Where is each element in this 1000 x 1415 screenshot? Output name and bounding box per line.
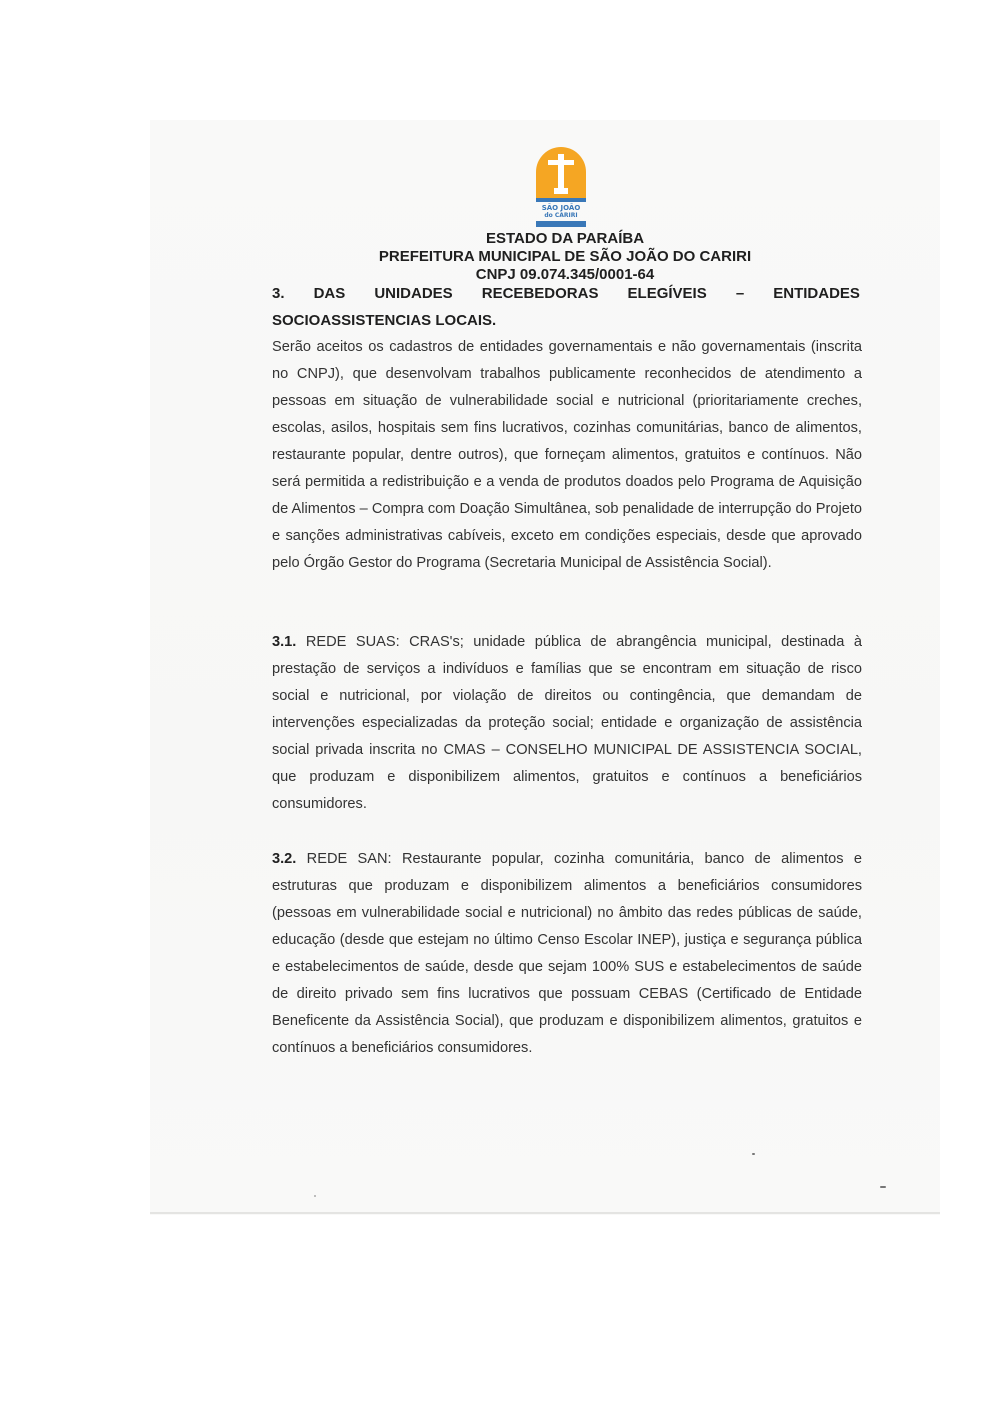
section-3-1-name: REDE SUAS: — [305, 634, 400, 650]
scan-speck — [752, 1153, 755, 1155]
heading-word: ELEGÍVEIS — [627, 285, 707, 302]
logo-line-2: do CARIRI — [544, 212, 578, 219]
heading-word: – — [735, 285, 745, 302]
heading-word: ENTIDADES — [773, 285, 860, 302]
logo-banner — [536, 221, 586, 227]
heading-word: RECEBEDORAS — [481, 285, 599, 302]
municipal-logo — [530, 138, 592, 230]
heading-word: DAS — [313, 285, 346, 302]
section-3-body: Serão aceitos os cadastros de entidades governamentais e não governamentais (inscrita no CNPJ), que desenvolvam trabalhos publicamente reconhecidos de atendimento a pessoas em situação de vulnerabilidade social e nutricional (prioritariamente creches, escolas, asilos, hospitais sem fins lucrativos, cozinhas comunitárias, banco de alimentos, restaurante popular, dentre outros), que forneçam alimentos, gratuitos e contínuos. Não será permitida a redistribuição e a venda de produtos doados pelo Programa de Aquisição de Alimentos – Compra com Doação Simultânea, sob penalidade de interrupção do Projeto e sanções administrativas cabíveis, exceto em condições especiais, desde que aprovado pelo Órgão Gestor do Programa (Secretaria Municipal de Assistência Social). — [272, 339, 862, 571]
scan-edge-line — [150, 1212, 940, 1214]
state-title: ESTADO DA PARAÍBA — [485, 230, 645, 247]
heading-word: 3. — [272, 285, 285, 302]
section-3-heading — [272, 280, 860, 334]
municipality-title: PREFEITURA MUNICIPAL DE SÃO JOÃO DO CARIRI — [378, 248, 752, 265]
section-3-2-body: Restaurante popular, cozinha comunitária, banco de alimentos e estruturas que produzam e disponibilizem alimentos a beneficiários consumidores (pessoas em vulnerabilidade social e nutricional) no âmbito das redes públicas de saúde, educação (desde que estejam no último Censo Escolar INEP), justiça e segurança pública e estabelecimentos de saúde, desde que sejam 100% SUS e estabelecimentos de saúde de direito privado sem fins lucrativos que possuam CEBAS (Certificado de Entidade Beneficente da Assistência Social), que produzam e disponibilizem alimentos, gratuitos e contínuos a beneficiários consumidores. — [272, 851, 862, 1056]
section-3-1-paragraph — [272, 629, 862, 818]
section-3-1-number: 3.1. — [272, 634, 297, 650]
section-3-heading-row-2: SOCIOASSISTENCIAS LOCAIS. — [272, 312, 497, 329]
section-3-2-number: 3.2. — [272, 851, 297, 867]
section-3-2-paragraph — [272, 846, 862, 1062]
logo-line-1: SÃO JOÃO — [541, 204, 581, 212]
section-3-2-name: REDE SAN: — [306, 851, 392, 867]
scan-speck — [314, 1195, 316, 1197]
scan-speck — [880, 1186, 886, 1188]
cnpj-line: CNPJ 09.074.345/0001-64 — [475, 266, 655, 283]
heading-word: UNIDADES — [374, 285, 453, 302]
section-3-1-body: CRAS's; unidade pública de abrangência municipal, destinada à prestação de serviços a indivíduos e famílias que se encontram em situação de risco social e nutricional, por violação de direitos ou contingência, que demandam de intervenções especializadas da proteção social; entidade e organização de assistência social privada inscrita no CMAS – CONSELHO MUNICIPAL DE ASSISTENCIA SOCIAL, que produzam e disponibilizem alimentos, gratuitos e contínuos a beneficiários consumidores. — [272, 634, 862, 812]
section-3-heading-row-1 — [272, 280, 860, 307]
sao-joao-do-cariri-crest-icon — [530, 138, 592, 202]
